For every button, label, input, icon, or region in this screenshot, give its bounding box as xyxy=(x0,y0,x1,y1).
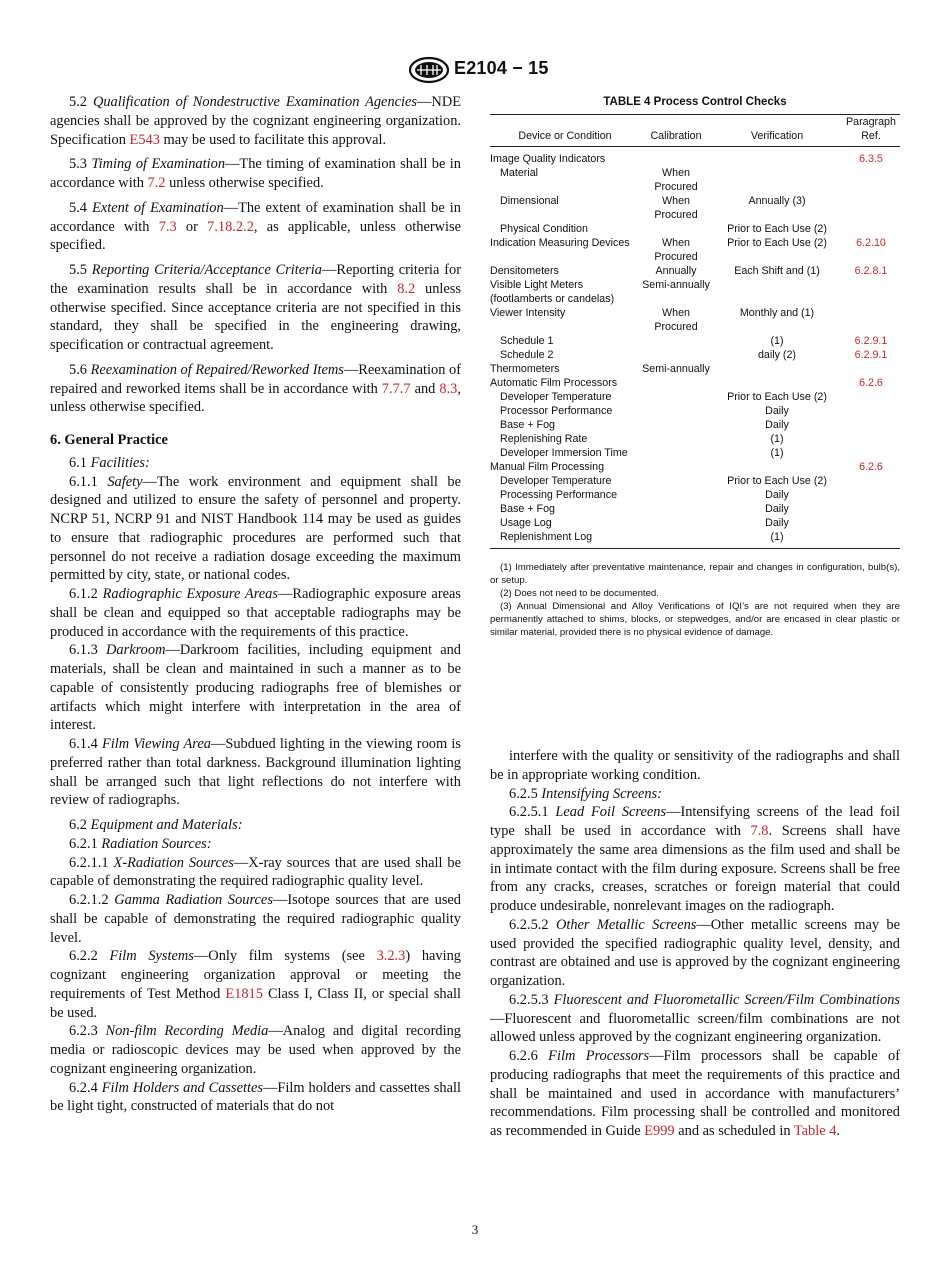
paragraph-6-2-6: 6.2.6 Film Processors—Film processors shall be capable of producing radiographs that meet the requirements of this practice and shall be maintained and used in accordance with manufacturers’ recommendations. Film processing shall be controlled and monitored as recommended in Guide E999 and as scheduled in Table 4. xyxy=(490,1048,900,1139)
cell-device: Manual Film Processing xyxy=(490,460,605,473)
paragraph-5-5: 5.5 Reporting Criteria/Acceptance Criteria—Reporting criteria for the examination results shall be in accordance with 8.2 unless otherwise specified. Since acceptance criteria are not specified in this standard, they shall be specified in the engineering drawing, specification or contractual agreement. xyxy=(50,262,461,353)
cell-device: Material xyxy=(500,166,539,179)
table-row xyxy=(490,390,900,404)
table-row xyxy=(490,146,900,166)
cell-device: Densitometers xyxy=(490,264,559,277)
cell-paragraph-ref[interactable] xyxy=(842,390,900,404)
table-header-row xyxy=(490,114,900,146)
cell-device: Developer Immersion Time xyxy=(500,446,628,459)
table-row xyxy=(490,488,900,502)
cell-calibration: Annually xyxy=(655,264,697,277)
paragraph-6-1-3: 6.1.3 Darkroom—Darkroom facilities, including equipment and materials, shall be clean and maintained in such a manner as to be capable of consistently producing radiographs free of blemishes or artifacts which might interfere with interpretation in the area of interest. xyxy=(50,642,461,734)
paragraph-6-2-5-2: 6.2.5.2 Other Metallic Screens—Other metallic screens may be used provided the specified radiographic quality level, density, and contrast are obtained and use is approved by the cognizant engineering organization. xyxy=(490,916,901,989)
cell-verification: Monthly and (1) xyxy=(739,306,815,319)
cell-calibration xyxy=(640,404,712,418)
cell-paragraph-ref[interactable]: 6.3.5 xyxy=(859,152,883,165)
cell-paragraph-ref[interactable] xyxy=(842,418,900,432)
page-number: 3 xyxy=(471,1222,479,1237)
cell-verification: Daily xyxy=(765,516,789,529)
table-row xyxy=(490,348,900,362)
table-row xyxy=(490,236,900,264)
table-title: TABLE 4 Process Control Checks xyxy=(603,96,787,108)
cell-device: Schedule 2 xyxy=(500,348,554,361)
paragraph-6-2-2: 6.2.2 Film Systems—Only film systems (see 3.2.3) having cognizant engineering organization approval or meeting the requirements of Test Method E1815 Class I, Class II, or special shall be used. xyxy=(50,948,461,1021)
cell-device: Base + Fog xyxy=(500,502,555,515)
cell-calibration: When Procured xyxy=(654,306,698,333)
cell-device: Processing Performance xyxy=(500,488,618,501)
ref-link-7-7-7[interactable]: 7.7.7 xyxy=(381,380,411,397)
table-row xyxy=(490,516,900,530)
cell-device: Dimensional xyxy=(500,194,559,207)
paragraph-6-1-4: 6.1.4 Film Viewing Area—Subdued lighting in the viewing room is preferred rather than total darkness. Background illumination lighting shall be arranged such that light reflections do not interfere with review of radiographs. xyxy=(50,736,461,809)
paragraph-5-4: 5.4 Extent of Examination—The extent of examination shall be in accordance with 7.3 or 7.18.2.2, as applicable, unless otherwise specified. xyxy=(50,199,462,254)
table-note: (1) Immediately after preventative maintenance, repair and changes in configuration, bulb(s), or setup. xyxy=(490,561,900,586)
cell-paragraph-ref[interactable] xyxy=(842,278,900,306)
paragraph-6-1-1: 6.1.1 Safety—The work environment and equipment shall be designed and utilized to ensure the safety of personnel and property. NCRP 51, NCRP 91 and NIST Handbook 114 may be used as guides to ensure that radiographic procedures are performed such that personnel do not receive a radiation dosage exceeding the maximum permitted by city, state, or national codes. xyxy=(50,473,461,584)
table-row xyxy=(490,474,900,488)
paragraph-6-2-4: 6.2.4 Film Holders and Cassettes—Film holders and cassettes shall be light tight, constructed of materials that do not xyxy=(50,1079,461,1115)
table-row xyxy=(490,432,900,446)
cell-verification: Daily xyxy=(765,404,789,417)
ref-link-8-3[interactable]: 8.3 xyxy=(439,380,458,397)
table-notes xyxy=(490,561,900,639)
cell-device: Physical Condition xyxy=(500,222,588,235)
cell-paragraph-ref[interactable]: 6.2.9.1 xyxy=(854,334,888,347)
cell-paragraph-ref[interactable] xyxy=(842,516,900,530)
astm-logo-icon xyxy=(408,56,450,84)
cell-calibration xyxy=(640,390,712,404)
cell-verification: Prior to Each Use (2) xyxy=(727,222,827,235)
cell-calibration xyxy=(640,502,712,516)
cell-calibration: When Procured xyxy=(654,166,698,193)
paragraph-6-2-5-3: 6.2.5.3 Fluorescent and Fluorometallic Screen/Film Combinations—Fluorescent and fluorometallic screen/film combinations are not allowed unless approved by the cognizant engineering organization. xyxy=(490,991,900,1046)
cell-calibration xyxy=(640,376,712,390)
cell-verification: Daily xyxy=(765,488,789,501)
cell-paragraph-ref[interactable]: 6.2.10 xyxy=(856,236,886,249)
cell-calibration xyxy=(640,222,712,236)
cell-device: Visible Light Meters (footlamberts or candelas) xyxy=(490,278,615,305)
cell-paragraph-ref[interactable] xyxy=(842,362,900,376)
table-row xyxy=(490,530,900,549)
table-row xyxy=(490,278,900,306)
paragraph-6-2-5-1: 6.2.5.1 Lead Foil Screens—Intensifying screens of the lead foil type shall be used in accordance with 7.8. Screens shall have approximately the same area dimensions as the film used and shall be in intimate contact with the film during exposure. Screens shall be free from any cracks, creases, scratches or foreign material that could produce undesirable, nonrelevant images on the radiograph. xyxy=(490,804,900,914)
cell-device: Replenishment Log xyxy=(490,530,640,549)
table-row xyxy=(490,502,900,516)
cell-calibration: Semi-annually xyxy=(642,278,710,291)
paragraph-6-2-5: 6.2.5 Intensifying Screens: xyxy=(509,785,662,802)
cell-calibration: When Procured xyxy=(654,194,698,221)
cell-paragraph-ref[interactable] xyxy=(842,432,900,446)
cell-verification xyxy=(712,376,842,390)
ref-link-e543[interactable]: E543 xyxy=(129,131,160,148)
table-row xyxy=(490,460,900,474)
cell-paragraph-ref[interactable] xyxy=(842,502,900,516)
cell-device: Processor Performance xyxy=(500,404,613,417)
cell-verification xyxy=(712,278,842,306)
cell-device: Schedule 1 xyxy=(500,334,554,347)
table-row xyxy=(490,306,900,334)
paragraph-6-2: 6.2 Equipment and Materials: xyxy=(69,817,243,833)
paragraph-5-6: 5.6 Reexamination of Repaired/Reworked Items—Reexamination of repaired and reworked items shall be in accordance with 7.7.7 and 8.3, unless otherwise specified. xyxy=(50,361,461,416)
cell-paragraph-ref[interactable] xyxy=(842,194,900,222)
table-row xyxy=(490,376,900,390)
column-header-verification: Verification xyxy=(712,114,842,146)
ref-link-e1815[interactable]: E1815 xyxy=(225,985,263,1002)
cell-verification xyxy=(712,460,842,474)
paragraph-6-2-1-2: 6.2.1.2 Gamma Radiation Sources—Isotope sources that are used shall be capable of demonstrating the required radiographic quality level. xyxy=(50,892,462,946)
page-header xyxy=(0,56,950,86)
cell-calibration xyxy=(640,530,712,549)
ref-link-7-8[interactable]: 7.8 xyxy=(750,823,769,839)
paragraph-6-2-1: 6.2.1 Radiation Sources: xyxy=(69,835,212,852)
table-row xyxy=(490,446,900,460)
table-row xyxy=(490,166,900,194)
cell-calibration xyxy=(640,418,712,432)
left-column xyxy=(50,93,461,1116)
cell-paragraph-ref[interactable] xyxy=(842,530,900,549)
table-row xyxy=(490,362,900,376)
cell-device: Image Quality Indicators xyxy=(490,152,606,165)
cell-calibration xyxy=(640,146,712,166)
cell-paragraph-ref[interactable] xyxy=(842,474,900,488)
table-row xyxy=(490,222,900,236)
paragraph-6-2-3: 6.2.3 Non-film Recording Media—Analog and digital recording media or radioscopic devices may be used when approved by the cognizant engineering organization. xyxy=(50,1023,462,1077)
cell-paragraph-ref[interactable] xyxy=(842,404,900,418)
paragraph-5-2: 5.2 Qualification of Nondestructive Examination Agencies—NDE agencies shall be approved by the cognizant engineering organization. Specification E543 may be used to facilitate this approval. xyxy=(50,94,461,148)
table-note: (2) Does not need to be documented. xyxy=(500,587,659,599)
table-row xyxy=(490,264,900,278)
ref-link-e999[interactable]: E999 xyxy=(644,1123,675,1139)
cell-device: Replenishing Rate xyxy=(500,432,588,445)
paragraph-6-2-4-continued: interfere with the quality or sensitivity of the radiographs and shall be in appropriate working condition. xyxy=(490,748,900,783)
cell-device: Usage Log xyxy=(500,516,552,529)
cell-calibration xyxy=(640,334,712,348)
table-note: (3) Annual Dimensional and Alloy Verifications of IQI’s are not required when they are permanently attached to shims, blocks, or stepwedges, and/or are encased in clear plastic or similar material, provided there is no physical evidence of damage. xyxy=(490,600,900,638)
cell-verification: daily (2) xyxy=(757,348,796,361)
process-control-table xyxy=(490,114,900,549)
cell-calibration xyxy=(640,432,712,446)
cell-verification: Annually (3) xyxy=(748,194,806,207)
ref-link-table-4[interactable]: Table 4 xyxy=(793,1123,837,1139)
table-row xyxy=(490,194,900,222)
cell-verification: (1) xyxy=(712,530,842,549)
cell-device: Indication Measuring Devices xyxy=(490,236,630,249)
ref-link-7-3[interactable]: 7.3 xyxy=(158,218,177,235)
cell-paragraph-ref[interactable] xyxy=(842,306,900,334)
table-row xyxy=(490,418,900,432)
cell-paragraph-ref[interactable]: 6.2.6 xyxy=(859,376,883,389)
cell-device: Developer Temperature xyxy=(500,474,612,487)
column-header-calibration: Calibration xyxy=(640,114,712,146)
paragraph-6-1-2: 6.1.2 Radiographic Exposure Areas—Radiographic exposure areas shall be clean and equipped so that acceptable radiographs may be produced in accordance with the requirements of this practice. xyxy=(50,586,461,640)
ref-link-7-2[interactable]: 7.2 xyxy=(147,175,166,191)
cell-verification: Daily xyxy=(765,418,789,431)
cell-calibration xyxy=(640,488,712,502)
cell-verification: (1) xyxy=(770,446,784,459)
cell-calibration xyxy=(640,516,712,530)
section-heading-6: 6. General Practice xyxy=(50,432,168,448)
cell-paragraph-ref[interactable]: 6.2.8.1 xyxy=(854,264,888,277)
paragraph-6-2-1-1: 6.2.1.1 X-Radiation Sources—X-ray sources that are used shall be capable of demonstrating the required radiographic quality level. xyxy=(50,854,461,890)
table-row xyxy=(490,404,900,418)
cell-verification: (1) xyxy=(770,432,784,445)
column-header-device: Device or Condition xyxy=(490,114,640,146)
ref-link-8-2[interactable]: 8.2 xyxy=(397,280,416,297)
cell-paragraph-ref[interactable] xyxy=(842,488,900,502)
cell-verification xyxy=(712,362,842,376)
cell-verification: Prior to Each Use (2) xyxy=(727,390,827,403)
table-row xyxy=(490,334,900,348)
cell-paragraph-ref[interactable] xyxy=(842,446,900,460)
document-designation: E2104 − 15 xyxy=(454,58,549,78)
table-body xyxy=(490,146,900,548)
cell-paragraph-ref[interactable] xyxy=(842,222,900,236)
cell-device: Developer Temperature xyxy=(500,390,612,403)
cell-calibration xyxy=(640,446,712,460)
cell-device: Automatic Film Processors xyxy=(490,376,618,389)
cell-calibration xyxy=(640,460,712,474)
cell-paragraph-ref[interactable]: 6.2.9.1 xyxy=(854,348,888,361)
ref-link-3-2-3[interactable]: 3.2.3 xyxy=(376,948,406,965)
cell-paragraph-ref[interactable]: 6.2.6 xyxy=(859,460,883,473)
cell-verification: Each Shift and (1) xyxy=(734,264,820,277)
cell-device: Thermometers xyxy=(490,362,560,375)
column-header-paragraph-ref: Paragraph Ref. xyxy=(842,114,900,146)
right-column-text xyxy=(490,747,900,1141)
cell-verification: Prior to Each Use (2) xyxy=(727,236,827,249)
cell-device: Viewer Intensity xyxy=(490,306,566,319)
paragraph-5-3: 5.3 Timing of Examination—The timing of examination shall be in accordance with 7.2 unless otherwise specified. xyxy=(50,156,461,191)
table-4-block xyxy=(490,93,900,639)
cell-calibration xyxy=(640,348,712,362)
cell-verification: Daily xyxy=(765,502,789,515)
cell-verification: Prior to Each Use (2) xyxy=(727,474,827,487)
paragraph-6-1: 6.1 Facilities: xyxy=(69,454,150,471)
cell-verification: (1) xyxy=(770,334,784,347)
cell-device: Base + Fog xyxy=(500,418,555,431)
cell-calibration xyxy=(640,474,712,488)
cell-verification xyxy=(712,166,842,194)
cell-calibration: Semi-annually xyxy=(642,362,710,375)
cell-verification xyxy=(712,146,842,166)
cell-calibration: When Procured xyxy=(654,236,698,263)
ref-link-7-18-2-2[interactable]: 7.18.2.2 xyxy=(207,218,254,235)
cell-paragraph-ref[interactable] xyxy=(842,166,900,194)
